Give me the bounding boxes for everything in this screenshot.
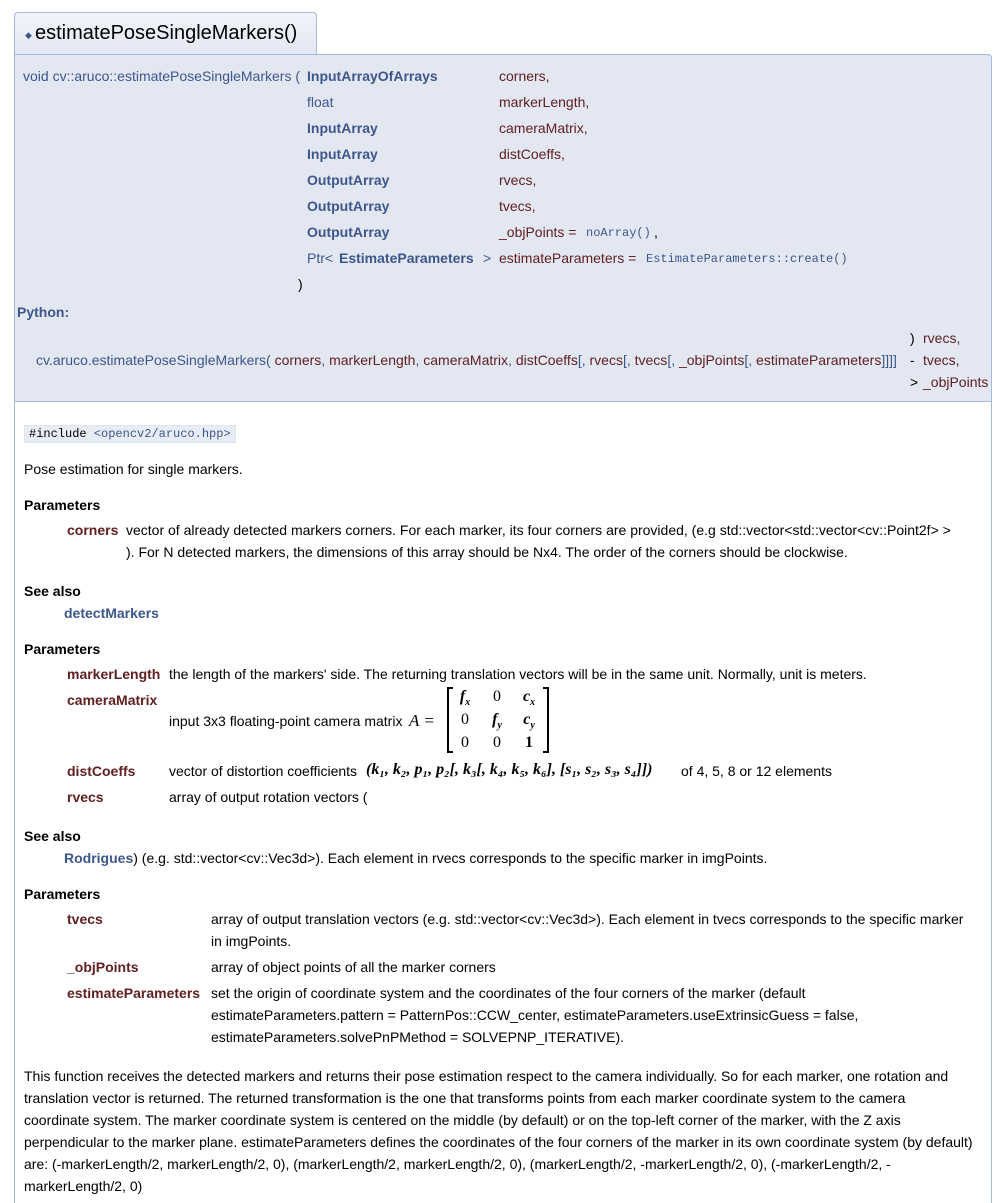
param-doc-name: markerLength xyxy=(67,666,161,682)
python-arg: rvecs xyxy=(589,352,623,368)
see-also-link[interactable]: detectMarkers xyxy=(64,605,159,621)
cpp-close-paren: ) xyxy=(298,276,303,292)
param-name: rvecs, xyxy=(499,172,537,188)
python-arg: tvecs xyxy=(634,352,668,368)
param-name: estimateParameters = xyxy=(499,250,637,266)
python-sep: , xyxy=(321,352,330,368)
python-arg: distCoeffs xyxy=(515,352,578,368)
matrix-cell: $f_x$ xyxy=(459,688,471,709)
param-type[interactable]: InputArray xyxy=(307,120,378,136)
param-type[interactable]: OutputArray xyxy=(307,224,390,240)
python-sep: [, xyxy=(622,352,635,368)
param-doc-name: corners xyxy=(67,522,119,538)
python-sep: , xyxy=(508,352,516,368)
see-also-heading: See also xyxy=(24,828,81,844)
python-return: rvecs, xyxy=(923,330,961,346)
param-doc-desc: set the origin of coordinate system and the coordinates of the four corners of the marker (default xyxy=(211,985,806,1001)
see-also-line xyxy=(64,850,767,866)
matrix-cell: $f_y$ xyxy=(492,711,502,732)
include-file-link[interactable]: <opencv2/aruco.hpp> xyxy=(93,427,231,441)
parameters-heading: Parameters xyxy=(24,886,101,902)
matrix-cell: 0 xyxy=(461,734,469,751)
param-name: corners, xyxy=(499,68,550,84)
param-doc-desc: in imgPoints. xyxy=(211,933,292,949)
param-doc-desc: vector of distortion coefficients xyxy=(169,763,358,779)
member-title-tab xyxy=(14,12,317,54)
param-default: noArray() xyxy=(586,226,651,240)
python-call xyxy=(36,352,897,368)
python-sep: , xyxy=(415,352,424,368)
param-doc-desc: estimateParameters.pattern = PatternPos::CCW_center, estimateParameters.useExtrinsicGuess = false, xyxy=(211,1007,859,1023)
python-arg: _objPoints xyxy=(678,352,745,368)
python-return: tvecs, xyxy=(923,352,960,368)
python-arg: markerLength xyxy=(329,352,416,368)
param-doc-name: cameraMatrix xyxy=(67,692,158,708)
param-name: cameraMatrix, xyxy=(499,120,588,136)
python-sep: [, xyxy=(744,352,757,368)
param-default-suffix: , xyxy=(654,224,658,240)
matrix-bracket-right xyxy=(543,687,549,753)
ptr-suffix: > xyxy=(483,250,492,266)
param-doc-desc: input 3x3 floating-point camera matrix xyxy=(169,713,403,729)
param-name: markerLength, xyxy=(499,94,590,110)
brief-description: Pose estimation for single markers. xyxy=(24,461,243,477)
matrix-cell: $c_y$ xyxy=(523,711,535,732)
python-ret-close: > xyxy=(910,374,919,390)
param-doc-desc: of 4, 5, 8 or 12 elements xyxy=(681,763,832,779)
param-doc-name: _objPoints xyxy=(67,959,139,975)
distortion-formula: (k₁, k₂, p₁, p₂[, k₃[, k₄, k₅, k₆], [s₁, s₂, s₃, s₄]]) xyxy=(366,761,653,778)
include-keyword: #include xyxy=(29,427,94,441)
see-also-link[interactable]: Rodrigues xyxy=(64,850,134,866)
param-type[interactable]: InputArrayOfArrays xyxy=(307,68,438,84)
param-doc-name: estimateParameters xyxy=(67,985,201,1001)
param-doc-name: rvecs xyxy=(67,789,104,805)
python-arg: estimateParameters xyxy=(756,352,882,368)
python-sep: [, xyxy=(667,352,679,368)
cpp-signature-prefix: void cv::aruco::estimatePoseSingleMarkers ( xyxy=(23,68,300,84)
param-doc-name: distCoeffs xyxy=(67,763,136,779)
param-type[interactable]: EstimateParameters xyxy=(339,250,474,266)
param-type[interactable]: OutputArray xyxy=(307,172,390,188)
python-call-prefix: cv.aruco.estimatePoseSingleMarkers( xyxy=(36,352,271,368)
see-also-heading: See also xyxy=(24,583,81,599)
param-doc-desc: estimateParameters.solvePnPMethod = SOLVEPNP_ITERATIVE). xyxy=(211,1029,625,1045)
see-also-text: ) (e.g. std::vector<cv::Vec3d>). Each element in rvecs corresponds to the specific marker in imgPoints. xyxy=(133,850,768,866)
python-sep: ]]]] xyxy=(881,352,897,368)
matrix-cell: $c_x$ xyxy=(522,688,536,709)
param-doc-name: tvecs xyxy=(67,911,103,927)
matrix-cell: 0 xyxy=(493,688,501,705)
page-title: estimatePoseSingleMarkers() xyxy=(35,22,298,44)
param-type[interactable]: OutputArray xyxy=(307,198,390,214)
camera-matrix-formula xyxy=(447,687,549,755)
param-doc-desc: the length of the markers' side. The returning translation vectors will be in the same unit. Normally, unit is meters. xyxy=(169,666,867,682)
matrix-cell: 0 xyxy=(493,734,501,751)
param-doc-desc: array of output rotation vectors ( xyxy=(169,789,368,805)
param-name: _objPoints = xyxy=(499,224,577,240)
matrix-cell: 0 xyxy=(461,711,469,728)
include-line xyxy=(24,425,236,443)
parameters-heading: Parameters xyxy=(24,641,101,657)
param-type: float xyxy=(307,94,334,110)
param-name: distCoeffs, xyxy=(499,146,565,162)
parameters-heading: Parameters xyxy=(24,497,101,513)
param-doc-desc: vector of already detected markers corners. For each marker, its four corners are provided, (e.g std::vector<std::vector<cv::Point2f> > xyxy=(126,522,951,538)
param-default: EstimateParameters::create() xyxy=(646,252,848,266)
python-return: _objPoints xyxy=(923,374,989,390)
python-arg: corners xyxy=(274,352,322,368)
matrix-cell: 1 xyxy=(525,734,533,751)
python-ret-open: ) xyxy=(910,330,915,346)
python-label: Python: xyxy=(17,304,70,320)
python-sep: [, xyxy=(577,352,590,368)
param-doc-desc: array of output translation vectors (e.g. std::vector<cv::Vec3d>). Each element in tvecs corresponds to the specific marker xyxy=(211,911,964,927)
param-type[interactable]: InputArray xyxy=(307,146,378,162)
param-doc-desc: ). For N detected markers, the dimensions of this array should be Nx4. The order of the corners should be clockwise. xyxy=(126,544,848,560)
python-ret-dash: - xyxy=(910,352,915,368)
matrix-equation: A = xyxy=(409,711,435,730)
param-name: tvecs, xyxy=(499,198,536,214)
ptr-prefix: Ptr< xyxy=(307,250,334,266)
diamond-icon: ◆ xyxy=(25,30,32,40)
param-doc-desc: array of object points of all the marker corners xyxy=(211,959,496,975)
detailed-description: This function receives the detected markers and returns their pose estimation respect to the camera individually. So for each marker, one rotation and translation vector is returned. The returned transformation is the one that transforms points from each marker coordinate system to the camera coordinate system. The marker coordinate system is centered on the middle (by default) or on the top-left corner of the marker, with the Z axis perpendicular to the marker plane. estimateParameters defines the coordinates of the four corners of the marker in its own coordinate system (by default) are: (-markerLength/2, markerLength/2, 0), (markerLength/2, markerLength/2, 0), (markerLength/2, -markerLength/2, 0), (-markerLength/2, -markerLength/2, 0) xyxy=(24,1068,973,1194)
python-arg: cameraMatrix xyxy=(423,352,509,368)
